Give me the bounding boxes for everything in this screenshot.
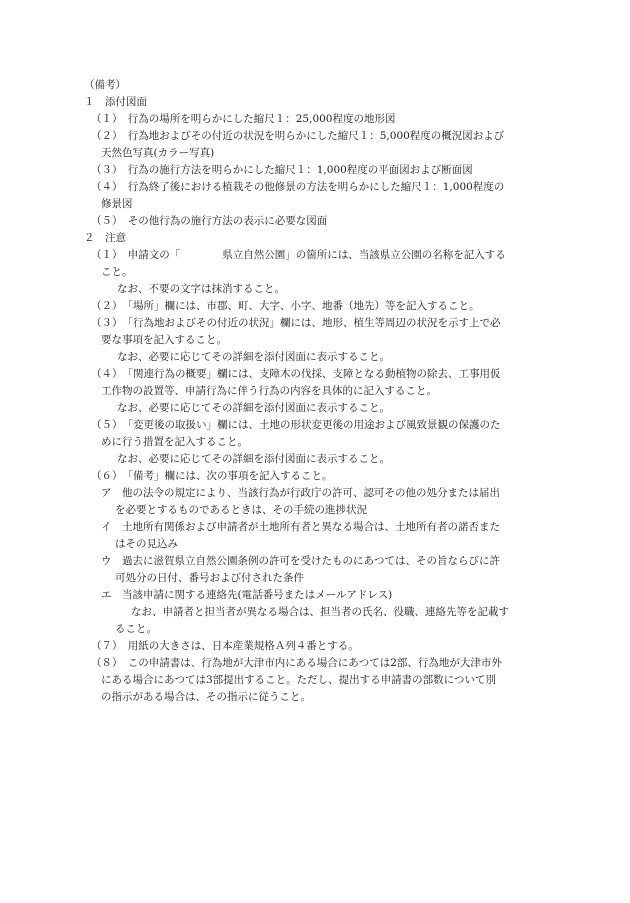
- note-item-5-supplement: なお、必要に応じてその詳細を添付図面に表示すること。: [117, 453, 390, 465]
- note-item-6-e-supplement: なお、申請者と担当者が異なる場合は、担当者の氏名、役職、連絡先等を記載す: [131, 606, 509, 618]
- note-item-7: （７） 用紙の大きさは、日本産業規格Ａ列４番とする。: [91, 640, 359, 652]
- note-item-4-supplement: なお、必要に応じてその詳細を添付図面に表示すること。: [117, 402, 390, 414]
- note-item-6-u: ウ 過去に滋賀県立自然公園条例の許可を受けたものにあつては、その旨ならびに許: [101, 555, 500, 567]
- section-2-heading: ２ 注意: [84, 232, 126, 244]
- note-item-4-cont: 工作物の設置等、申請行為に伴う行為の内容を具体的に記入すること。: [101, 385, 437, 397]
- note-item-1: （１） 申請文の「 県立自然公園」の箇所には、当該県立公園の名称を記入する: [91, 249, 506, 261]
- note-item-6-i: イ 土地所有関係および申請者が土地所有者と異なる場合は、土地所有者の諾否また: [101, 521, 500, 533]
- note-item-3-cont: 要な事項を記入すること。: [101, 334, 227, 346]
- note-item-1-supplement: なお、不要の文字は抹消すること。: [117, 283, 285, 295]
- attachment-item-1: （１） 行為の場所を明らかにした縮尺１：25,000程度の地形図: [91, 113, 396, 125]
- note-item-5-cont: めに行う措置を記入すること。: [101, 436, 248, 448]
- note-item-4: （４） 「関連行為の概要」欄には、支障木の伐採、支障となる動植物の除去、工事用仮: [91, 368, 501, 380]
- note-item-6-a: ア 他の法令の規定により、当該行為が行政庁の許可、認可その他の処分または届出: [101, 487, 500, 499]
- note-item-6: （６） 「備考」欄には、次の事項を記入すること。: [91, 470, 333, 482]
- note-item-6-e-supplement-cont: ること。: [115, 623, 157, 635]
- note-item-8-cont-2: の指示がある場合は、その指示に従うこと。: [101, 691, 311, 703]
- note-item-6-u-cont: 可処分の日付、番号および付された条件: [115, 572, 304, 584]
- attachment-item-3: （３） 行為の施行方法を明らかにした縮尺１：1,000程度の平面図および断面図: [91, 164, 473, 176]
- note-item-6-a-cont: を必要とするものであるときは、その手続の進捗状況: [115, 504, 367, 516]
- note-item-5: （５） 「変更後の取扱い」欄には、土地の形状変更後の用途および風致景観の保護のた: [91, 419, 501, 431]
- note-item-6-e: エ 当該申請に関する連絡先(電話番号またはメールアドレス): [101, 589, 393, 601]
- note-item-1-cont: こと。: [101, 266, 133, 278]
- attachment-item-4-cont: 修景図: [101, 198, 133, 210]
- note-item-3-supplement: なお、必要に応じてその詳細を添付図面に表示すること。: [117, 351, 390, 363]
- note-item-8: （８） この申請書は、行為地が大津市内にある場合にあつては2部、行為地が大津市外: [91, 657, 502, 669]
- section-1-heading: １ 添付図面: [84, 96, 147, 108]
- attachment-item-4: （４） 行為終了後における植栽その他修景の方法を明らかにした縮尺１：1,000程度の: [91, 181, 505, 193]
- note-item-3: （３） 「行為地およびその付近の状況」欄には、地形、植生等周辺の状況を示す上で必: [91, 317, 501, 329]
- attachment-item-2: （２） 行為地およびその付近の状況を明らかにした縮尺１：5,000程度の概況図および: [91, 130, 505, 142]
- note-item-6-i-cont: はその見込み: [115, 538, 178, 550]
- note-item-8-cont-1: にある場合にあつては3部提出すること。ただし、提出する申請書の部数について別: [101, 674, 496, 686]
- attachment-item-2-cont: 天然色写真(カラー写真): [101, 147, 215, 159]
- attachment-item-5: （５） その他行為の施行方法の表示に必要な図面: [91, 215, 328, 227]
- note-item-2: （２） 「場所」欄には、市郡、町、大字、小字、地番（地先）等を記入すること。: [91, 300, 480, 312]
- remarks-heading: （備考）: [84, 79, 126, 91]
